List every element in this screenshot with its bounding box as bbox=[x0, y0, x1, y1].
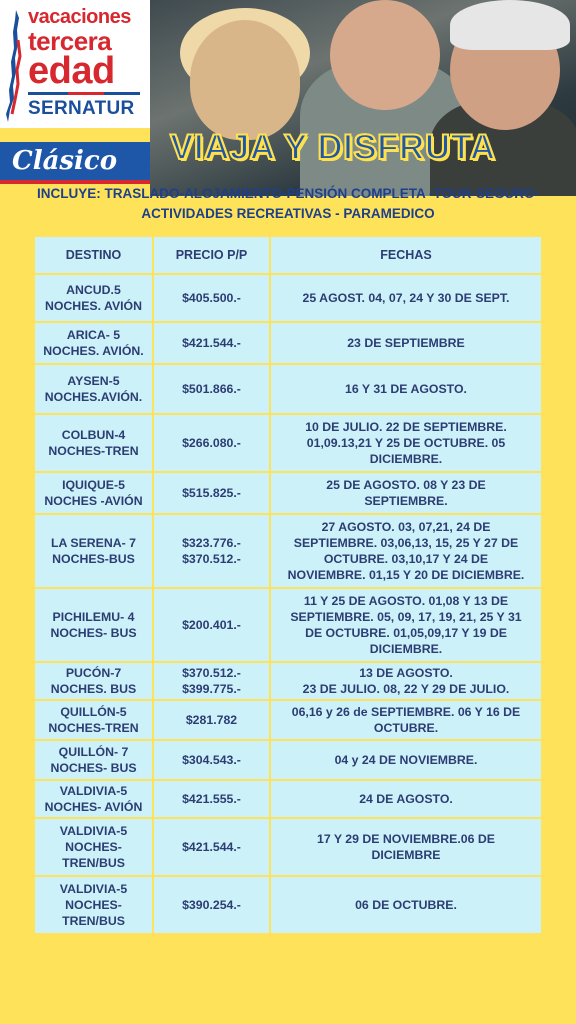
destino-line: QUILLÓN- 7 bbox=[58, 745, 129, 759]
fechas-line: 16 Y 31 DE AGOSTO. bbox=[345, 382, 467, 396]
precio-line: $266.080.- bbox=[182, 436, 241, 450]
cell-fechas bbox=[271, 275, 541, 321]
fechas-line: 27 AGOSTO. 03, 07,21, 24 DE bbox=[321, 520, 491, 534]
cell-destino bbox=[35, 515, 152, 587]
table-row bbox=[35, 589, 541, 661]
fechas-line: 04 y 24 DE NOVIEMBRE. bbox=[334, 753, 478, 767]
table-row bbox=[35, 323, 541, 363]
destino-line: ARICA- 5 bbox=[66, 328, 121, 342]
destino-line: NOCHES. BUS bbox=[50, 682, 137, 696]
precio-line: $370.512.- bbox=[182, 666, 241, 680]
precio-line: $421.555.- bbox=[182, 792, 241, 806]
cell-precio bbox=[154, 275, 269, 321]
destino-line: TREN/BUS bbox=[62, 914, 125, 928]
fechas-line: SEPTIEMBRE. bbox=[364, 494, 448, 508]
table-row bbox=[35, 473, 541, 513]
cell-fechas bbox=[271, 701, 541, 739]
precio-line: $515.825.- bbox=[182, 486, 241, 500]
table-row bbox=[35, 741, 541, 779]
table-row bbox=[35, 819, 541, 875]
precio-line: $281.782 bbox=[185, 713, 238, 727]
cell-destino bbox=[35, 741, 152, 779]
logo-line-2: tercera bbox=[28, 26, 112, 56]
fechas-line: 24 DE AGOSTO. bbox=[359, 792, 453, 806]
cell-precio bbox=[154, 365, 269, 413]
precio-line: $421.544.- bbox=[182, 336, 241, 350]
destino-line: NOCHES-TREN bbox=[48, 721, 139, 735]
cell-precio bbox=[154, 701, 269, 739]
fechas-line: NOVIEMBRE. 01,15 Y 20 DE DICIEMBRE. bbox=[287, 568, 525, 582]
precio-line: $399.775.- bbox=[182, 682, 241, 696]
destino-line: IQUIQUE-5 bbox=[62, 478, 125, 492]
cell-destino bbox=[35, 415, 152, 471]
header-destino: DESTINO bbox=[35, 237, 152, 273]
table-row bbox=[35, 877, 541, 933]
cell-precio bbox=[154, 589, 269, 661]
cell-fechas bbox=[271, 365, 541, 413]
fechas-line: 23 DE SEPTIEMBRE bbox=[347, 336, 465, 350]
destino-line: VALDIVIA-5 bbox=[59, 824, 128, 838]
logo-divider bbox=[28, 92, 140, 95]
cell-fechas bbox=[271, 663, 541, 699]
destino-line: VALDIVIA-5 bbox=[59, 882, 128, 896]
fechas-line: 11 Y 25 DE AGOSTO. 01,08 Y 13 DE bbox=[303, 594, 509, 608]
cell-precio bbox=[154, 741, 269, 779]
precio-line: $421.544.- bbox=[182, 840, 241, 854]
cell-destino bbox=[35, 323, 152, 363]
cell-fechas bbox=[271, 741, 541, 779]
destino-line: NOCHES- BUS bbox=[50, 761, 137, 775]
sernatur-logo bbox=[0, 0, 150, 128]
fechas-line: 25 DE AGOSTO. 08 Y 23 DE bbox=[326, 478, 486, 492]
destino-line: NOCHES -AVIÓN bbox=[44, 494, 143, 508]
cell-fechas bbox=[271, 877, 541, 933]
destino-line: NOCHES- AVIÓN bbox=[44, 800, 143, 814]
destino-line: TREN/BUS bbox=[62, 856, 125, 870]
cell-fechas bbox=[271, 323, 541, 363]
cell-fechas bbox=[271, 415, 541, 471]
destino-line: NOCHES. AVIÓN. bbox=[43, 344, 144, 358]
cell-precio bbox=[154, 415, 269, 471]
destino-line: NOCHES.AVIÓN. bbox=[44, 390, 143, 404]
fechas-line: 25 AGOST. 04, 07, 24 Y 30 DE SEPT. bbox=[302, 291, 510, 305]
logo-brand: SERNATUR bbox=[28, 98, 135, 119]
cell-precio bbox=[154, 819, 269, 875]
cell-destino bbox=[35, 701, 152, 739]
destino-line: NOCHES-TREN bbox=[48, 444, 139, 458]
cell-precio bbox=[154, 877, 269, 933]
destino-line: QUILLÓN-5 bbox=[60, 705, 127, 719]
cell-fechas bbox=[271, 589, 541, 661]
header-precio: PRECIO P/P bbox=[154, 237, 269, 273]
logo-line-1: vacaciones bbox=[28, 6, 131, 28]
fechas-line: DE OCTUBRE. 01,05,09,17 Y 19 DE bbox=[305, 626, 507, 640]
precio-line: $405.500.- bbox=[182, 291, 241, 305]
cell-precio bbox=[154, 781, 269, 817]
fechas-line: DICIEMBRE bbox=[371, 848, 441, 862]
cell-fechas bbox=[271, 515, 541, 587]
table-row bbox=[35, 781, 541, 817]
table-row bbox=[35, 415, 541, 471]
cell-destino bbox=[35, 819, 152, 875]
slogan-heading: VIAJA Y DISFRUTA bbox=[170, 128, 496, 167]
fechas-line: 06,16 y 26 de SEPTIEMBRE. 06 Y 16 DE bbox=[291, 705, 521, 719]
fechas-line: SEPTIEMBRE. 03,06,13, 15, 25 Y 27 DE bbox=[293, 536, 519, 550]
chile-map-icon bbox=[6, 10, 22, 122]
destino-line: LA SERENA- 7 bbox=[51, 536, 136, 550]
destino-line: AYSEN-5 bbox=[67, 374, 120, 388]
cell-destino bbox=[35, 781, 152, 817]
fechas-line: 01,09.13,21 Y 25 DE OCTUBRE. 05 bbox=[306, 436, 506, 450]
destino-line: ANCUD.5 bbox=[66, 283, 121, 297]
destino-line: NOCHES- bbox=[65, 898, 122, 912]
destino-line: PICHILEMU- 4 bbox=[52, 610, 135, 624]
cell-fechas bbox=[271, 781, 541, 817]
precio-line: $200.401.- bbox=[182, 618, 241, 632]
destino-line: NOCHES-BUS bbox=[52, 552, 135, 566]
includes-line-2: ACTIVIDADES RECREATIVAS - PARAMEDICO bbox=[141, 206, 435, 221]
clasico-badge: Clásico bbox=[0, 142, 150, 180]
destino-line: PUCÓN-7 bbox=[65, 666, 122, 680]
table-row bbox=[35, 663, 541, 699]
cell-precio bbox=[154, 515, 269, 587]
cell-destino bbox=[35, 877, 152, 933]
precio-line: $323.776.- bbox=[182, 536, 241, 550]
precio-line: $304.543.- bbox=[182, 753, 241, 767]
table-row bbox=[35, 275, 541, 321]
fechas-line: 23 DE JULIO. 08, 22 Y 29 DE JULIO. bbox=[302, 682, 510, 696]
cell-destino bbox=[35, 365, 152, 413]
fechas-line: OCTUBRE. bbox=[373, 721, 439, 735]
precio-line: $390.254.- bbox=[182, 898, 241, 912]
logo-line-3: edad bbox=[28, 50, 115, 92]
destino-line: NOCHES. AVIÓN bbox=[44, 299, 143, 313]
includes-text bbox=[0, 184, 576, 224]
cell-destino bbox=[35, 589, 152, 661]
table-row bbox=[35, 515, 541, 587]
header-fechas: FECHAS bbox=[271, 237, 541, 273]
fechas-line: DICIEMBRE. bbox=[369, 452, 443, 466]
cell-precio bbox=[154, 473, 269, 513]
fechas-line: 06 DE OCTUBRE. bbox=[355, 898, 457, 912]
table-row bbox=[35, 701, 541, 739]
cell-destino bbox=[35, 275, 152, 321]
cell-destino bbox=[35, 663, 152, 699]
cell-fechas bbox=[271, 819, 541, 875]
table-header-row bbox=[35, 237, 541, 273]
fechas-line: 13 DE AGOSTO. bbox=[359, 666, 453, 680]
trips-table bbox=[33, 235, 543, 935]
precio-line: $501.866.- bbox=[182, 382, 241, 396]
cell-precio bbox=[154, 323, 269, 363]
includes-line-1: INCLUYE: TRASLADO-ALOJAMIENTO-PENSIÓN COMPLETA -TOUR-SEGURO- bbox=[37, 186, 539, 201]
cell-precio bbox=[154, 663, 269, 699]
fechas-line: DICIEMBRE. bbox=[369, 642, 443, 656]
table-row bbox=[35, 365, 541, 413]
precio-line: $370.512.- bbox=[182, 552, 241, 566]
cell-fechas bbox=[271, 473, 541, 513]
destino-line: NOCHES- bbox=[65, 840, 122, 854]
fechas-line: SEPTIEMBRE. 05, 09, 17, 19, 21, 25 Y 31 bbox=[290, 610, 522, 624]
fechas-line: 17 Y 29 DE NOVIEMBRE.06 DE bbox=[317, 832, 495, 846]
destino-line: NOCHES- BUS bbox=[50, 626, 137, 640]
cell-destino bbox=[35, 473, 152, 513]
destino-line: VALDIVIA-5 bbox=[59, 784, 128, 798]
fechas-line: OCTUBRE. 03,10,17 Y 24 DE bbox=[323, 552, 489, 566]
fechas-line: 10 DE JULIO. 22 DE SEPTIEMBRE. bbox=[305, 420, 507, 434]
destino-line: COLBUN-4 bbox=[61, 428, 126, 442]
